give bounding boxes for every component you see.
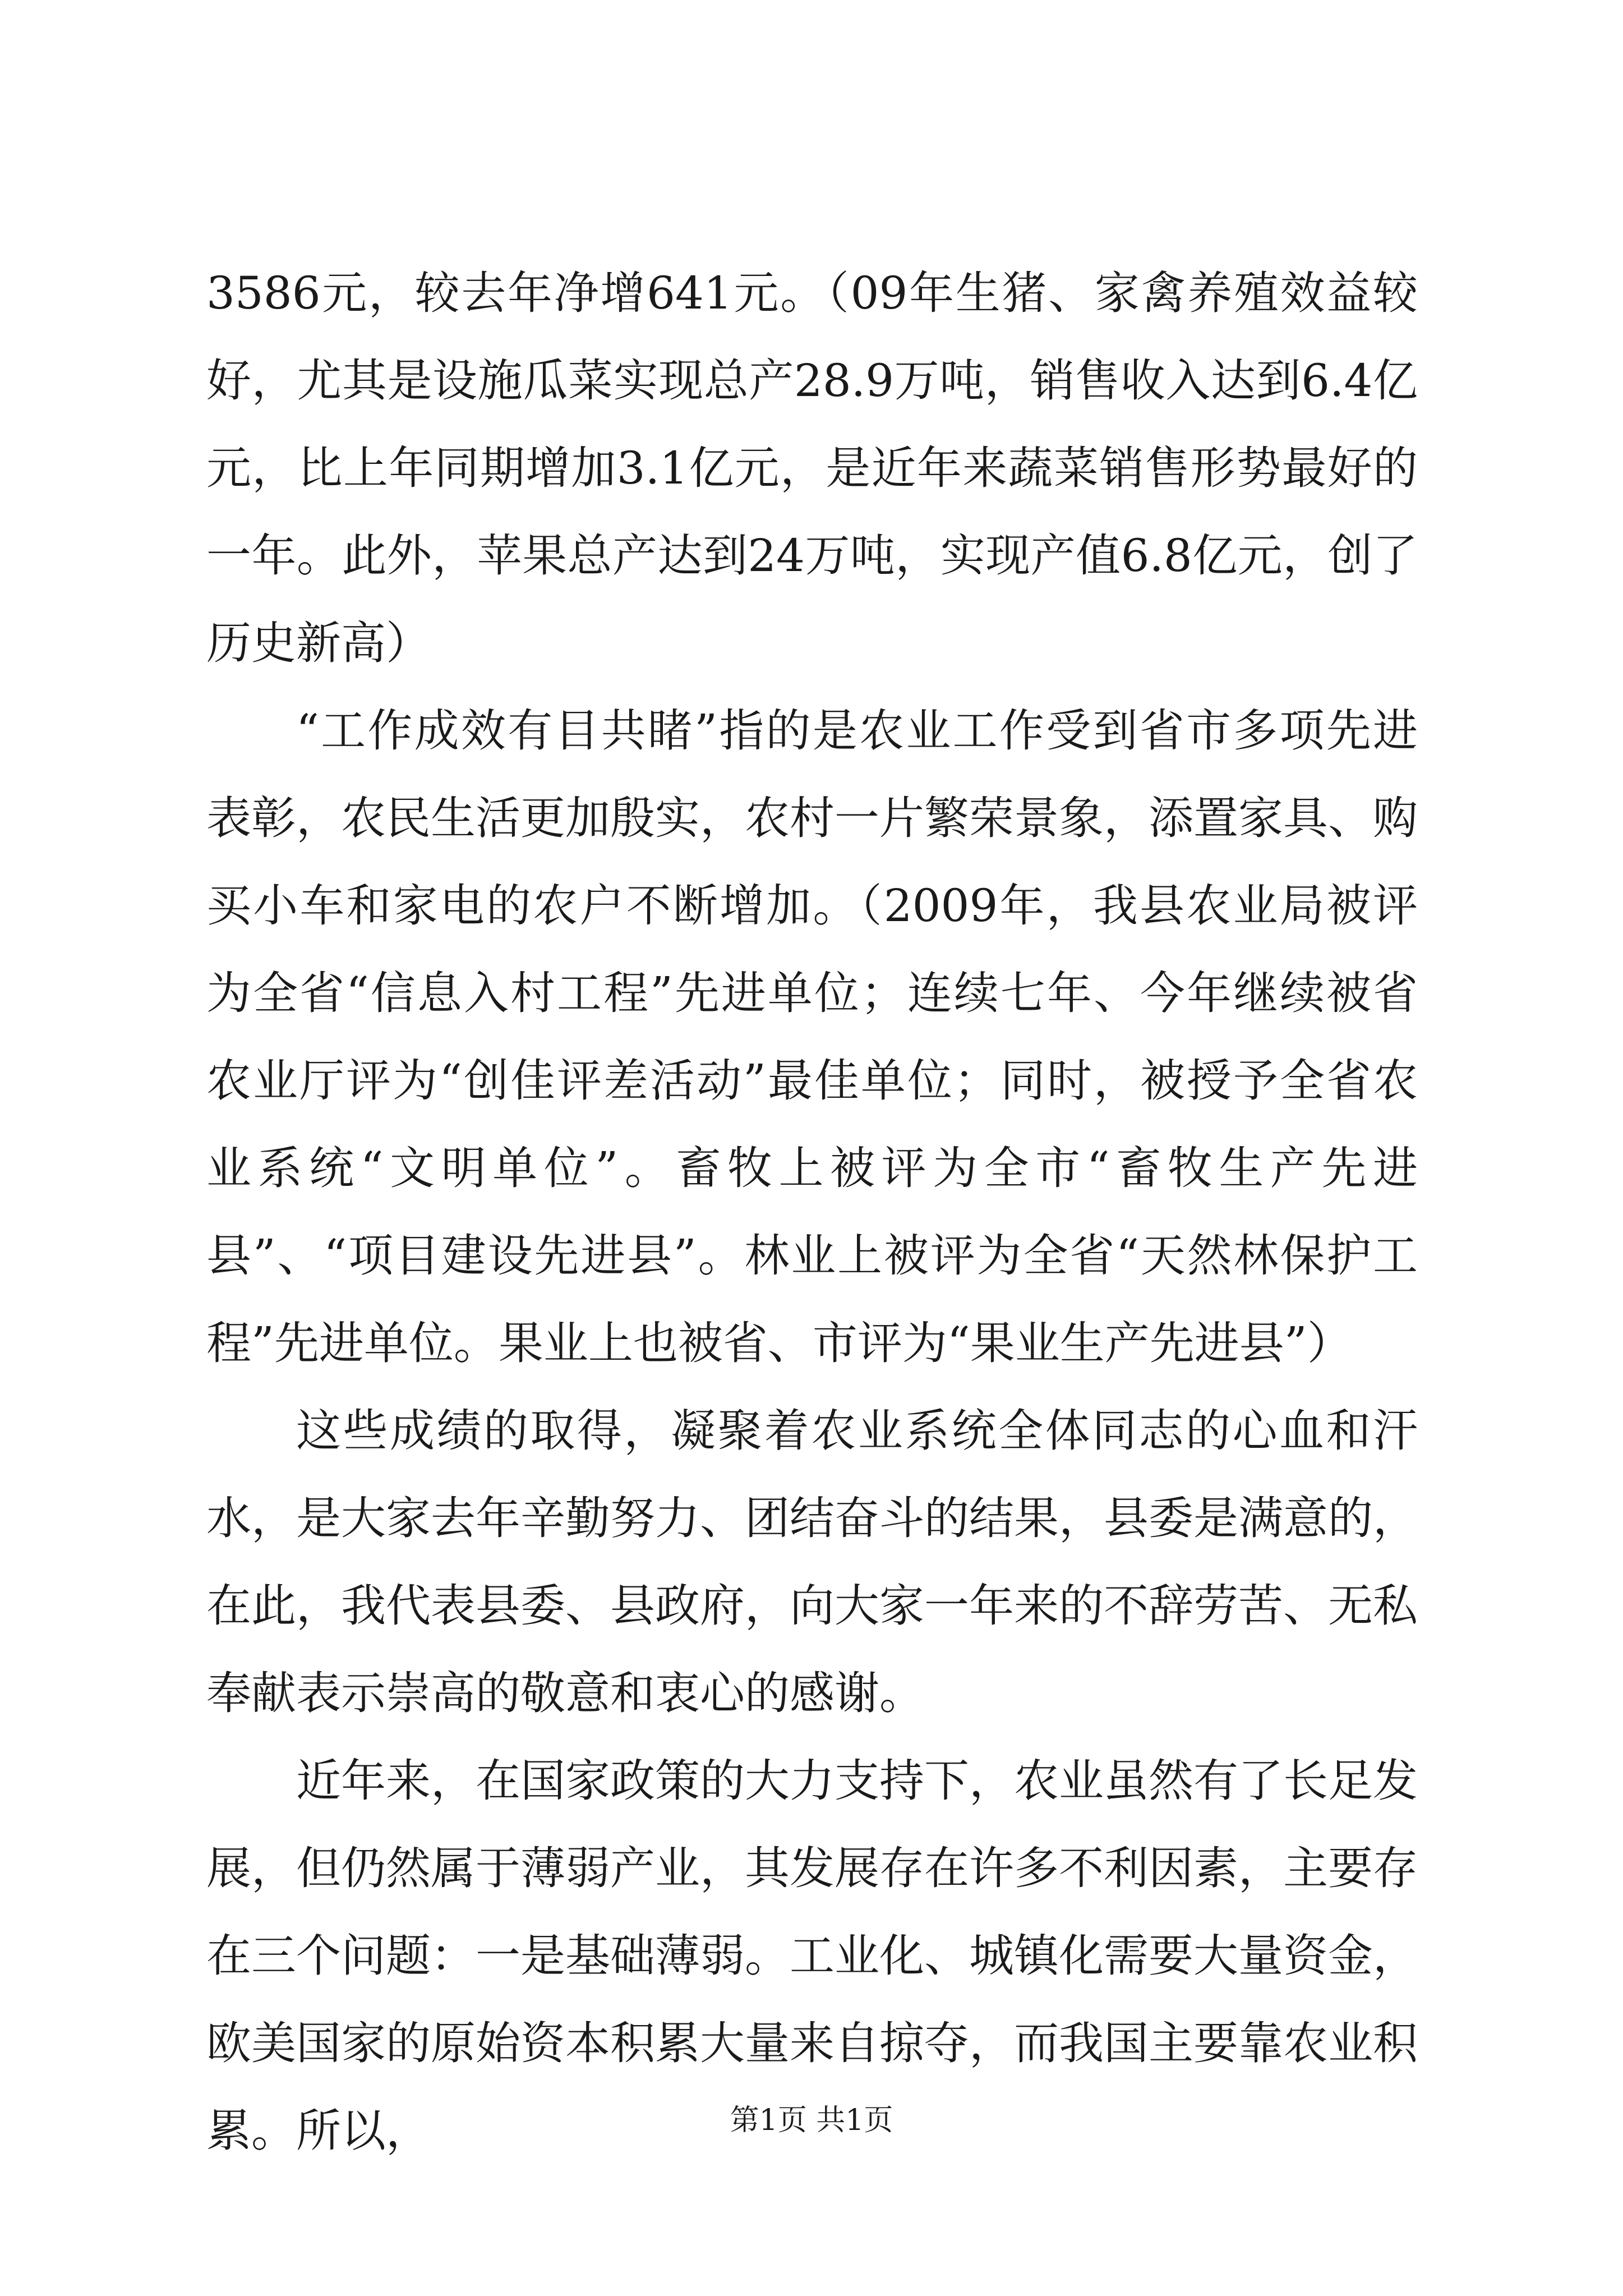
- paragraph-3: 这些成绩的取得，凝聚着农业系统全体同志的心血和汗水，是大家去年辛勤努力、团结奋斗的结果，县委是满意的，在此，我代表县委、县政府，向大家一年来的不辞劳苦、无私奉献表示崇高的敬意和衷心的感谢。: [206, 1405, 1418, 1719]
- paragraph-2: “工作成效有目共睹”指的是农业工作受到省市多项先进表彰，农民生活更加殷实，农村一片繁荣景象，添置家具、购买小车和家电的农户不断增加。（2009年，我县农业局被评为全省“信息入村工程”先进单位；连续七年、今年继续被省农业厅评为“创佳评差活动”最佳单位；同时，被授予全省农业系统“文明单位”。畜牧上被评为全市“畜牧生产先进县”、“项目建设先进县”。林业上被评为全省“天然林保护工程”先进单位。果业上也被省、市评为“果业生产先进县”）: [206, 705, 1418, 1369]
- paragraph-4: 近年来，在国家政策的大力支持下，农业虽然有了长足发展，但仍然属于薄弱产业，其发展存在许多不利因素，主要存在三个问题：一是基础薄弱。工业化、城镇化需要大量资金，欧美国家的原始资本积累大量来自掠夺，而我国主要靠农业积累。所以，: [206, 1755, 1418, 2157]
- document-body: [206, 250, 1418, 2175]
- paragraph-1: 3586元，较去年净增641元。（09年生猪、家禽养殖效益较好，尤其是设施瓜菜实现总产28.9万吨，销售收入达到6.4亿元，比上年同期增加3.1亿元，是近年来蔬菜销售形势最好的一年。此外，苹果总产达到24万吨，实现产值6.8亿元，创了历史新高）: [206, 267, 1418, 669]
- page-footer: 第1页 共1页: [730, 2104, 893, 2137]
